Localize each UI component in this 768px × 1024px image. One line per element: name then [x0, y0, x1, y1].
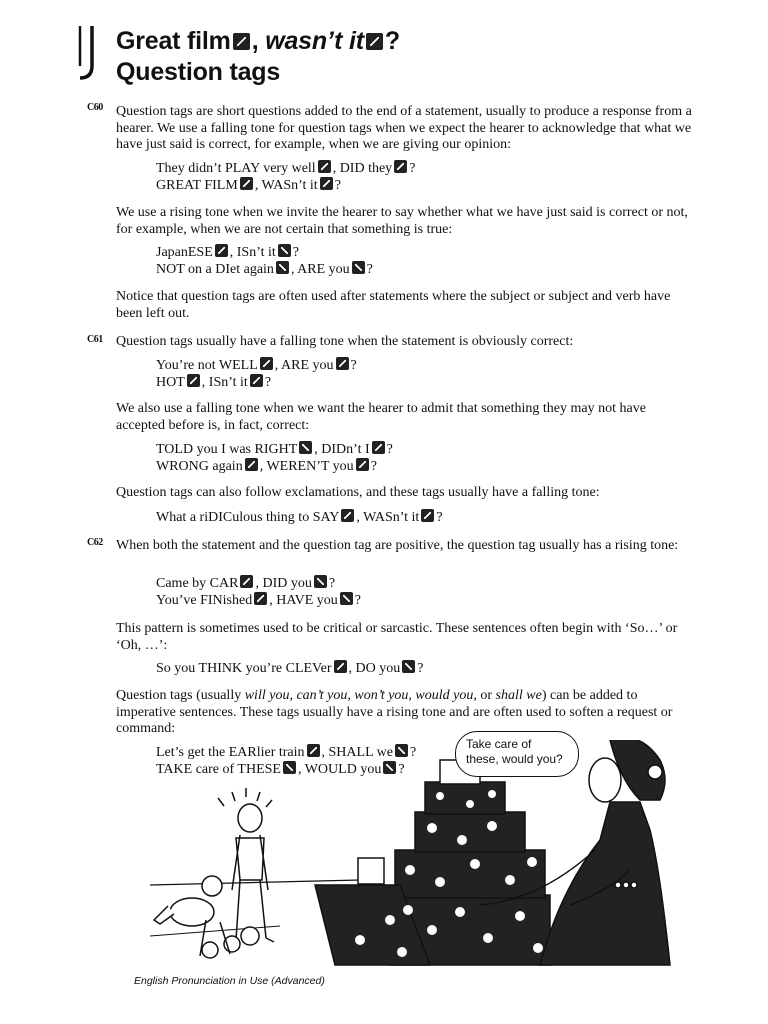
falling-tone-icon: [336, 357, 349, 370]
falling-tone-icon: [334, 660, 347, 673]
book-title-footer: English Pronunciation in Use (Advanced): [134, 975, 325, 987]
example-statement: You’re not WELL: [156, 358, 258, 373]
example-statement: So you THINK you’re CLEVer: [156, 661, 332, 676]
example-tag: , DIDn’t I: [314, 442, 370, 457]
example-tag: , DID they: [332, 161, 393, 176]
paragraph-2: We use a rising tone when we invite the hearer to say whether what we have just said is correct or not, for example, when we are not certain that something is true:: [116, 205, 688, 237]
rising-tone-icon: [340, 592, 353, 605]
falling-tone-icon: [260, 357, 273, 370]
gift-boxes-stack: [315, 760, 550, 965]
example-statement: JapanESE: [156, 245, 213, 260]
falling-tone-icon: [245, 458, 258, 471]
falling-tone-icon: [421, 509, 434, 522]
rising-tone-icon: [314, 575, 327, 588]
page-title: [116, 26, 400, 88]
falling-tone-icon: [233, 33, 250, 50]
example-statement: What a riDICulous thing to SAY: [156, 510, 340, 525]
example-tag: , WASn’t it: [356, 510, 420, 525]
man-figure: [218, 788, 274, 944]
poodle-figure: [154, 876, 259, 958]
example-line: [156, 660, 423, 677]
paragraph-1: Question tags are short questions added to the end of a statement, usually to produce a response from a hearer. We use a falling tone for question tags when we expect the hearer to acknowledge that what we have just said is correct, for example, when we are giving our opinion:: [116, 104, 692, 152]
example-statement: HOT: [156, 374, 185, 390]
example-block-4: [156, 441, 393, 474]
example-tag: , WEREN’T you: [259, 458, 354, 474]
paragraph-9: Question tags (usually will you, can’t you, won’t you, would you, or shall we) can be added to imperative sentences. These tags usually have a rising tone and are often used to soften a request or command:: [116, 688, 673, 736]
example-punctuation: ?: [436, 510, 443, 525]
falling-tone-icon: [254, 592, 267, 605]
example-punctuation: ?: [350, 358, 357, 373]
falling-tone-icon: [394, 160, 407, 173]
example-line: [156, 244, 373, 261]
example-statement: WRONG again: [156, 458, 243, 474]
example-punctuation: ?: [386, 442, 393, 457]
falling-tone-icon: [240, 177, 253, 190]
falling-tone-icon: [318, 160, 331, 173]
example-line: [156, 592, 361, 609]
example-line: [156, 261, 373, 278]
example-tag: , WASn’t it: [254, 177, 318, 193]
example-statement: GREAT FILM: [156, 177, 238, 193]
example-statement: TOLD you I was RIGHT: [156, 442, 298, 457]
example-punctuation: ?: [328, 576, 336, 591]
example-statement: TAKE care of THESE: [156, 761, 281, 777]
example-punctuation: ?: [366, 261, 373, 277]
example-punctuation: ?: [417, 661, 424, 676]
example-line: [156, 509, 443, 526]
falling-tone-icon: [240, 575, 253, 588]
paragraph-3: Notice that question tags are often used after statements where the subject or subject and verb have been left out.: [116, 289, 671, 321]
paragraph-5: We also use a falling tone when we want the hearer to admit that something they may not have accepted before is, in fact, correct:: [116, 401, 646, 433]
falling-tone-icon: [366, 33, 383, 50]
example-block-1: [156, 160, 415, 193]
example-tag: , ISn’t it: [201, 374, 248, 390]
example-tag: , DO you: [348, 661, 401, 676]
title-line-1: Great film , wasn’t it ?: [116, 27, 400, 55]
example-block-5: [156, 509, 443, 526]
rising-tone-icon: [352, 261, 365, 274]
example-tag: , ARE you: [274, 358, 334, 373]
paragraph-4: Question tags usually have a falling tone when the statement is obviously correct:: [116, 334, 574, 349]
example-punctuation: ?: [409, 161, 416, 176]
example-line: [156, 177, 415, 194]
speech-bubble: Take care of these, would you?: [455, 731, 579, 777]
example-statement: You’ve FINished: [156, 592, 253, 608]
example-line: [156, 357, 357, 374]
example-statement: Came by CAR: [156, 576, 239, 591]
example-block-3: [156, 357, 357, 390]
example-tag: , SHALL we: [321, 745, 393, 760]
paragraph-6: Question tags can also follow exclamations, and these tags usually have a falling tone:: [116, 485, 600, 500]
example-punctuation: ?: [398, 761, 405, 777]
example-punctuation: ?: [334, 177, 341, 193]
falling-tone-icon: [250, 374, 263, 387]
example-tag: , ISn’t it: [229, 245, 276, 260]
falling-tone-icon: [356, 458, 369, 471]
example-line: [156, 458, 393, 475]
cartoon-illustration: [140, 740, 700, 970]
example-tag: , WOULD you: [297, 761, 382, 777]
example-punctuation: ?: [354, 592, 361, 608]
example-tag: , HAVE you: [269, 592, 338, 608]
falling-tone-icon: [215, 244, 228, 257]
rising-tone-icon: [276, 261, 289, 274]
paragraph-8: This pattern is sometimes used to be critical or sarcastic. These sentences often begin with ‘So…’ or ‘Oh, …’:: [116, 621, 678, 653]
example-line: [156, 374, 357, 391]
example-punctuation: ?: [264, 374, 272, 390]
example-tag: , ARE you: [290, 261, 350, 277]
unit-letter: [74, 22, 104, 82]
section-marker-c61: C61: [87, 334, 103, 345]
falling-tone-icon: [320, 177, 333, 190]
example-tag: , DID you: [255, 576, 312, 591]
title-line-2: Question tags: [116, 58, 281, 86]
falling-tone-icon: [372, 441, 385, 454]
example-statement: NOT on a DIet again: [156, 261, 274, 277]
falling-tone-icon: [187, 374, 200, 387]
example-punctuation: ?: [370, 458, 377, 474]
example-block-7: [156, 660, 423, 677]
example-statement: They didn’t PLAY very well: [156, 161, 316, 176]
example-punctuation: ?: [409, 745, 417, 760]
svg-text:J: J: [74, 22, 75, 23]
example-line: [156, 160, 415, 177]
section-marker-c60: C60: [87, 102, 103, 113]
example-block-2: [156, 244, 373, 277]
example-statement: Let’s get the EARlier train: [156, 745, 305, 760]
section-marker-c62: C62: [87, 537, 103, 548]
rising-tone-icon: [402, 660, 415, 673]
rising-tone-icon: [299, 441, 312, 454]
paragraph-7: When both the statement and the question tag are positive, the question tag usually has a rising tone:: [116, 538, 679, 553]
example-line: [156, 441, 393, 458]
example-line: [156, 575, 361, 592]
example-punctuation: ?: [292, 245, 300, 260]
rising-tone-icon: [278, 244, 291, 257]
example-block-6: [156, 575, 361, 608]
falling-tone-icon: [341, 509, 354, 522]
